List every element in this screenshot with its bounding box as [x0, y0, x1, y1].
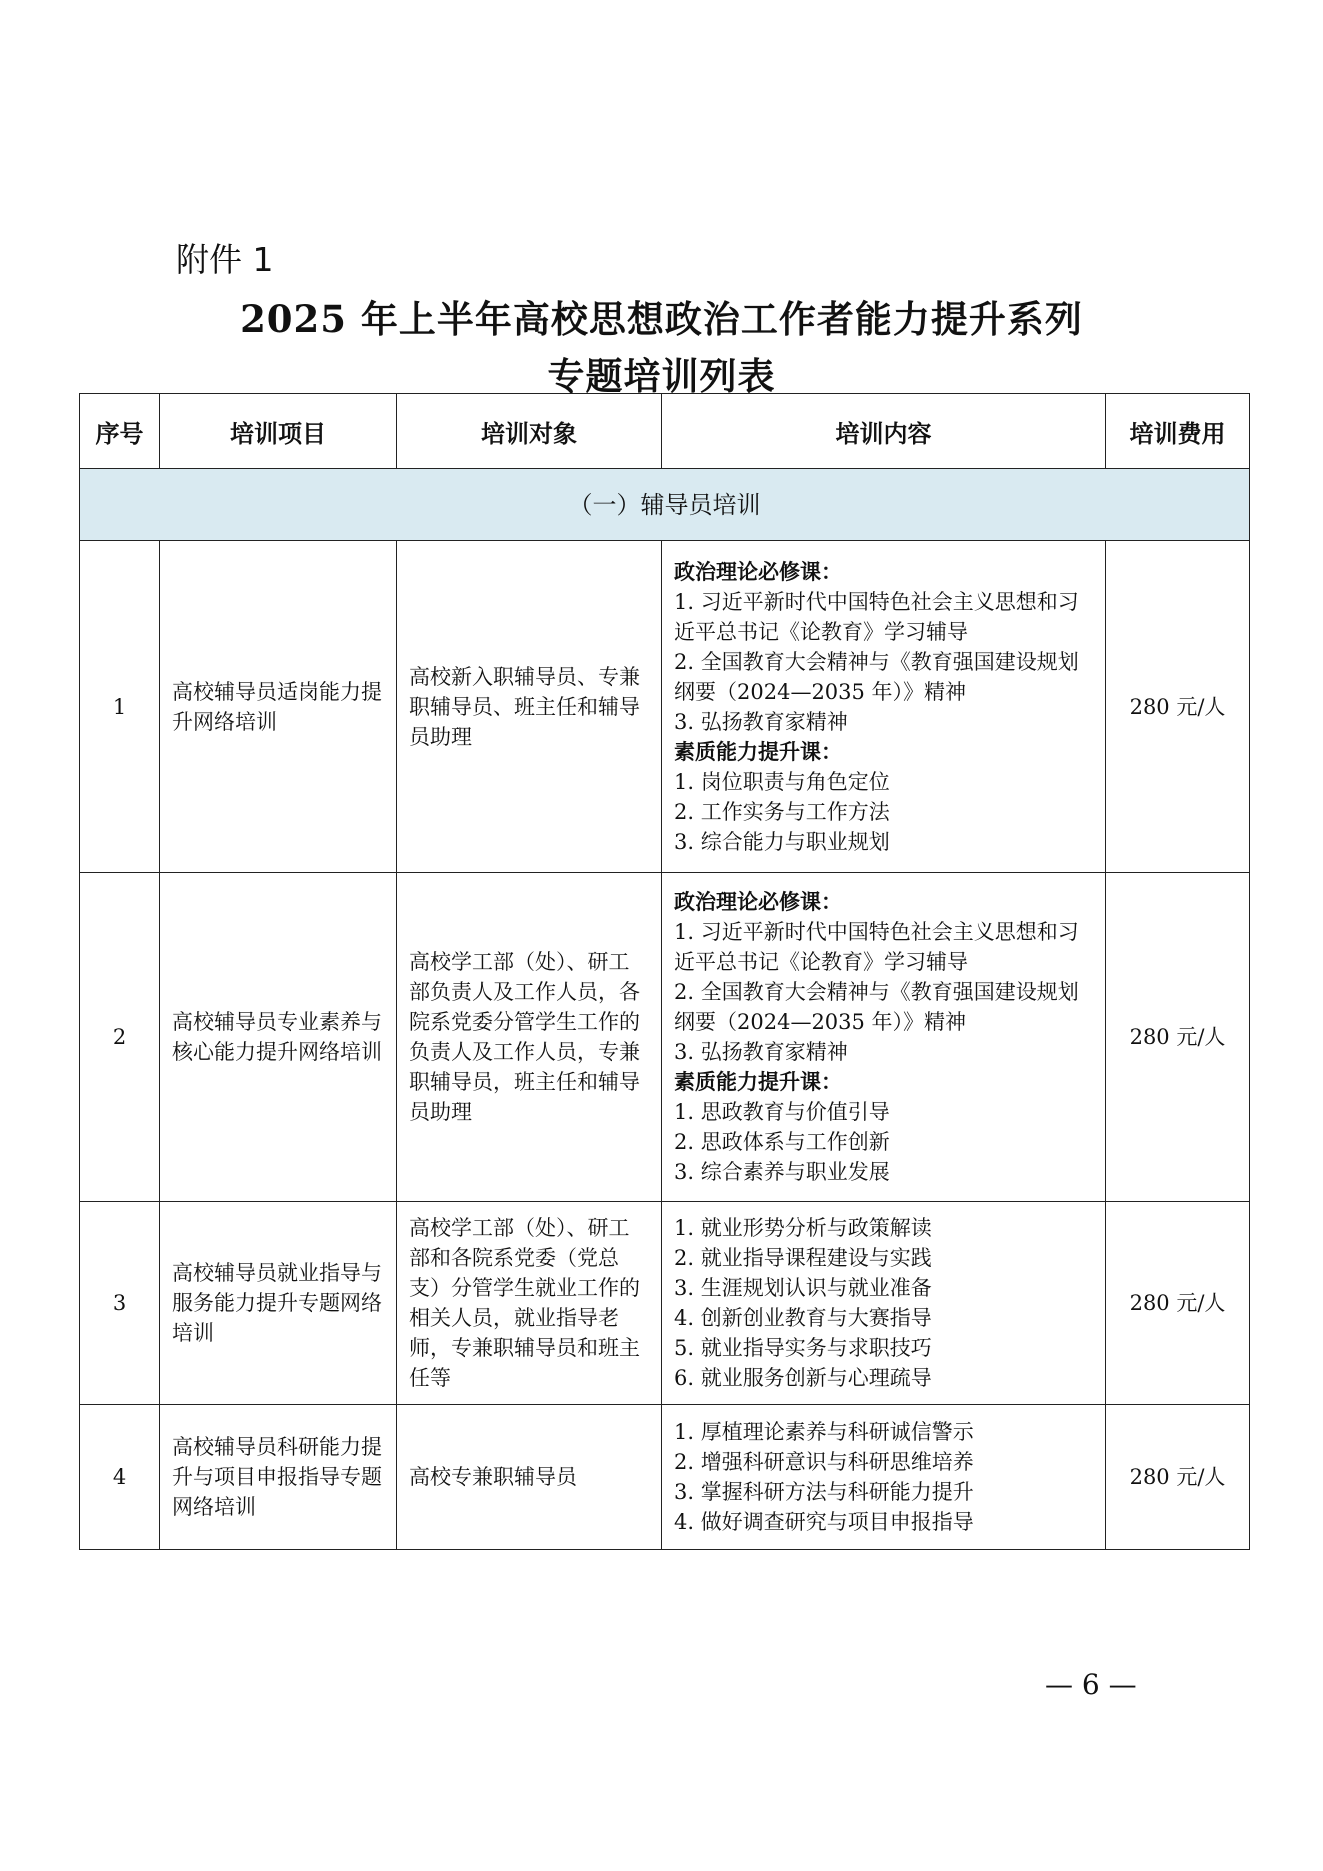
- content-line: 素质能力提升课：: [674, 1070, 842, 1094]
- content-line: 1. 习近平新时代中国特色社会主义思想和习近平总书记《论教育》学习辅导: [674, 589, 1079, 644]
- row-num: 2: [80, 873, 160, 1202]
- row-audience: 高校学工部（处）、研工部和各院系党委（党总支）分管学生就业工作的相关人员，就业指导老师，专兼职辅导员和班主任等: [397, 1202, 662, 1405]
- page-title-line-2: 专题培训列表: [547, 354, 776, 398]
- content-line: 2. 思政体系与工作创新: [674, 1130, 890, 1154]
- content-line: 1. 习近平新时代中国特色社会主义思想和习近平总书记《论教育》学习辅导: [674, 920, 1079, 974]
- row-audience: 高校新入职辅导员、专兼职辅导员、班主任和辅导员助理: [397, 541, 662, 873]
- row-fee: 280 元/人: [1106, 1202, 1250, 1405]
- row-audience: 高校学工部（处）、研工部负责人及工作人员，各院系党委分管学生工作的负责人及工作人员，专兼职辅导员，班主任和辅导员助理: [397, 873, 662, 1202]
- page-title-line-1: 2025 年上半年高校思想政治工作者能力提升系列: [240, 297, 1083, 341]
- content-line: 3. 生涯规划认识与就业准备: [674, 1276, 932, 1300]
- content-line: 2. 就业指导课程建设与实践: [674, 1246, 932, 1270]
- section-row: [80, 469, 1250, 541]
- content-line: 3. 弘扬教育家精神: [674, 1040, 848, 1064]
- content-line: 政治理论必修课：: [674, 890, 842, 914]
- content-line: 1. 就业形势分析与政策解读: [674, 1216, 932, 1240]
- row-content: [662, 1202, 1106, 1405]
- row-content: [662, 541, 1106, 873]
- table-row: [80, 1405, 1250, 1550]
- row-project: 高校辅导员科研能力提升与项目申报指导专题网络培训: [160, 1405, 397, 1550]
- content-line: 4. 做好调查研究与项目申报指导: [674, 1510, 974, 1534]
- content-line: 3. 综合素养与职业发展: [674, 1160, 890, 1184]
- content-line: 5. 就业指导实务与求职技巧: [674, 1336, 932, 1360]
- row-num: 4: [80, 1405, 160, 1550]
- row-project: 高校辅导员专业素养与核心能力提升网络培训: [160, 873, 397, 1202]
- section-title: （一）辅导员培训: [80, 469, 1250, 541]
- row-fee: 280 元/人: [1106, 1405, 1250, 1550]
- content-line: 1. 思政教育与价值引导: [674, 1100, 890, 1124]
- attachment-label: 附件 1: [176, 240, 274, 279]
- row-project: 高校辅导员适岗能力提升网络培训: [160, 541, 397, 873]
- content-line: 3. 弘扬教育家精神: [674, 709, 848, 734]
- row-content: [662, 1405, 1106, 1550]
- header-project: 培训项目: [160, 394, 397, 469]
- header-audience: 培训对象: [397, 394, 662, 469]
- row-fee: 280 元/人: [1106, 873, 1250, 1202]
- content-line: 1. 厚植理论素养与科研诚信警示: [674, 1420, 974, 1444]
- table-header-row: [80, 394, 1250, 469]
- table-row: [80, 873, 1250, 1202]
- content-line: 素质能力提升课：: [674, 739, 842, 764]
- row-num: 1: [80, 541, 160, 873]
- table-row: [80, 541, 1250, 873]
- training-table: [79, 393, 1250, 1550]
- page-number: — 6 —: [1045, 1668, 1137, 1701]
- header-content: 培训内容: [662, 394, 1106, 469]
- content-line: 6. 就业服务创新与心理疏导: [674, 1366, 932, 1390]
- table-row: [80, 1202, 1250, 1405]
- row-content: [662, 873, 1106, 1202]
- content-line: 1. 岗位职责与角色定位: [674, 769, 890, 794]
- content-line: 3. 综合能力与职业规划: [674, 829, 890, 854]
- content-line: 2. 全国教育大会精神与《教育强国建设规划纲要（2024—2035 年）》精神: [674, 980, 1079, 1034]
- header-fee: 培训费用: [1106, 394, 1250, 469]
- content-line: 2. 增强科研意识与科研思维培养: [674, 1450, 974, 1474]
- row-fee: 280 元/人: [1106, 541, 1250, 873]
- content-line: 政治理论必修课：: [674, 559, 842, 584]
- content-line: 2. 工作实务与工作方法: [674, 799, 890, 824]
- row-num: 3: [80, 1202, 160, 1405]
- content-line: 4. 创新创业教育与大赛指导: [674, 1306, 932, 1330]
- row-audience: 高校专兼职辅导员: [397, 1405, 662, 1550]
- header-num: 序号: [80, 394, 160, 469]
- content-line: 3. 掌握科研方法与科研能力提升: [674, 1480, 974, 1504]
- row-project: 高校辅导员就业指导与服务能力提升专题网络培训: [160, 1202, 397, 1405]
- content-line: 2. 全国教育大会精神与《教育强国建设规划纲要（2024—2035 年）》精神: [674, 649, 1079, 704]
